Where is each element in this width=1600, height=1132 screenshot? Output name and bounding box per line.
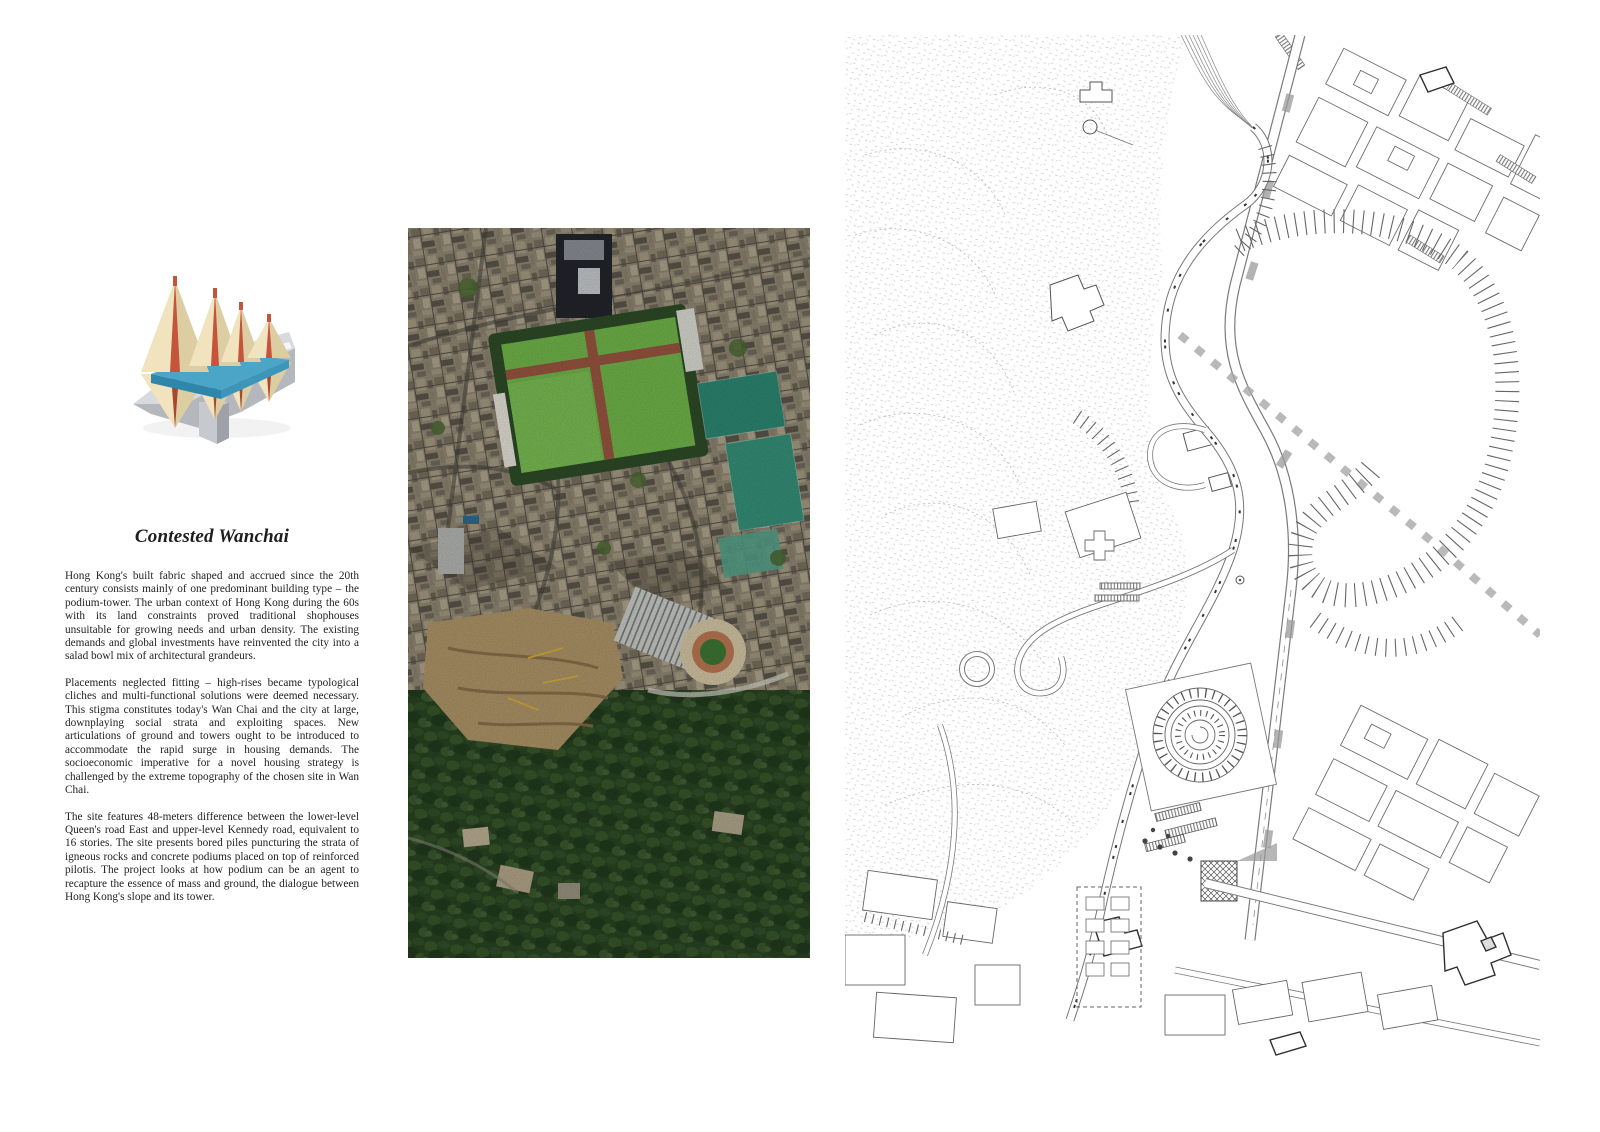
- city-grid-north: [1273, 39, 1540, 302]
- article-body: [65, 570, 359, 917]
- city-grid-south: [1293, 701, 1540, 930]
- concept-model-render: [121, 252, 313, 448]
- hillside-stipple: [845, 35, 1187, 955]
- aerial-photo-graphic: [408, 228, 810, 958]
- paragraph-1: Hong Kong's built fabric shaped and accrued since the 20th century consists mainly of one predominant building type – the podium-tower. The urban context of Hong Kong during the 60s with its land constraints proved traditional shophouses unsuitable for growing needs and urban density. The existing demands and global investments have reinvented the city into a salad bowl mix of architectural grandeurs.: [65, 570, 359, 663]
- paragraph-2: Placements neglected fitting – high-rises became typological cliches and multi-functional solutions were deemed necessary. This stigma constitutes today's Wan Chai and the city at large, downplaying social strata and exploiting spaces. New articulations of ground and towers ought to be introduced to accommodate the rapid surge in housing demands. The socioeconomic imperative for a novel housing strategy is challenged by the extreme topography of the chosen site in Wan Chai.: [65, 676, 359, 797]
- text-column: [65, 0, 359, 1132]
- site-plan-drawing: [845, 35, 1540, 1065]
- page-title: Contested Wanchai: [134, 526, 290, 547]
- arc-plots: [1315, 620, 1461, 648]
- highway-bundle: [1181, 35, 1266, 140]
- paragraph-3: The site features 48-meters difference between the lower-level Queen's road East and upper-level Kennedy road, equivalent to 16 stories. The site presents bored piles puncturing the strata of igneous rocks and concrete podiums placed on top of reinforced pilotis. The project looks at how podium can be an agent to recapture the essence of mass and ground, the dialogue between Hong Kong's slope and its tower.: [65, 810, 359, 903]
- horseshoe-plots: [1240, 221, 1507, 595]
- circular-building: [1126, 663, 1277, 811]
- survey-dot: [1239, 579, 1242, 582]
- site-plan-graphic: [845, 35, 1540, 1065]
- concept-model-graphic: [121, 252, 313, 448]
- photo-grain: [408, 228, 810, 958]
- aerial-photo-wanchai: [408, 228, 810, 958]
